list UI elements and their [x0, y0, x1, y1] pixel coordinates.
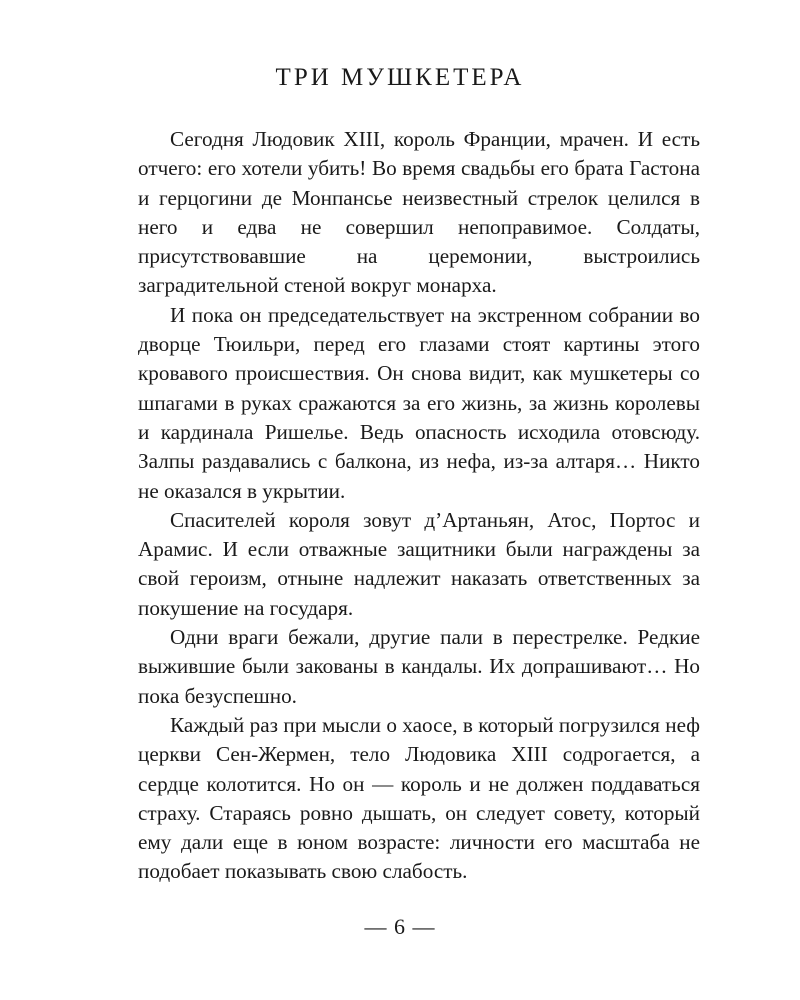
body-text [138, 125, 700, 887]
paragraph: Сегодня Людовик XIII, король Франции, мрачен. И есть отчего: его хотели убить! Во время свадьбы его брата Гастона и герцогини де Монпансье неизвестный стрелок целился в него и едва не совершил непоправимое. Солдаты, присутствовавшие на церемонии, выстроились заградительной стеной вокруг монарха. [138, 127, 700, 298]
paragraph: И пока он председательствует на экстренном собрании во дворце Тюильри, перед его глазами стоят картины этого кровавого происшествия. Он снова видит, как мушкетеры со шпагами в руках сражаются за его жизнь, за жизнь королевы и кардинала Ришелье. Ведь опасность исходила отовсюду. Залпы раздавались с балкона, из нефа, из-за алтаря… Никто не оказался в укрытии. [138, 302, 700, 503]
paragraph: Каждый раз при мысли о хаосе, в который погрузился неф церкви Сен-Жермен, тело Людовика XIII содрогается, а сердце колотится. Но он — король и не должен поддаваться страху. Стараясь ровно дышать, он следует совету, который ему дали еще в юном возрасте: личности его масштаба не подобает показывать свою слабость. [138, 712, 700, 884]
running-head: ТРИ МУШКЕТЕРА [275, 64, 525, 91]
page-number: — 6 — [364, 914, 436, 939]
paragraph: Спасителей короля зовут д’Артаньян, Атос, Портос и Арамис. И если отважные защитники были награждены за свой героизм, отныне надлежит наказать ответственных за покушение на государя. [138, 507, 700, 620]
paragraph: Одни враги бежали, другие пали в перестрелке. Редкие выжившие были закованы в кандалы. Их допрашивают… Но пока безуспешно. [138, 625, 700, 708]
